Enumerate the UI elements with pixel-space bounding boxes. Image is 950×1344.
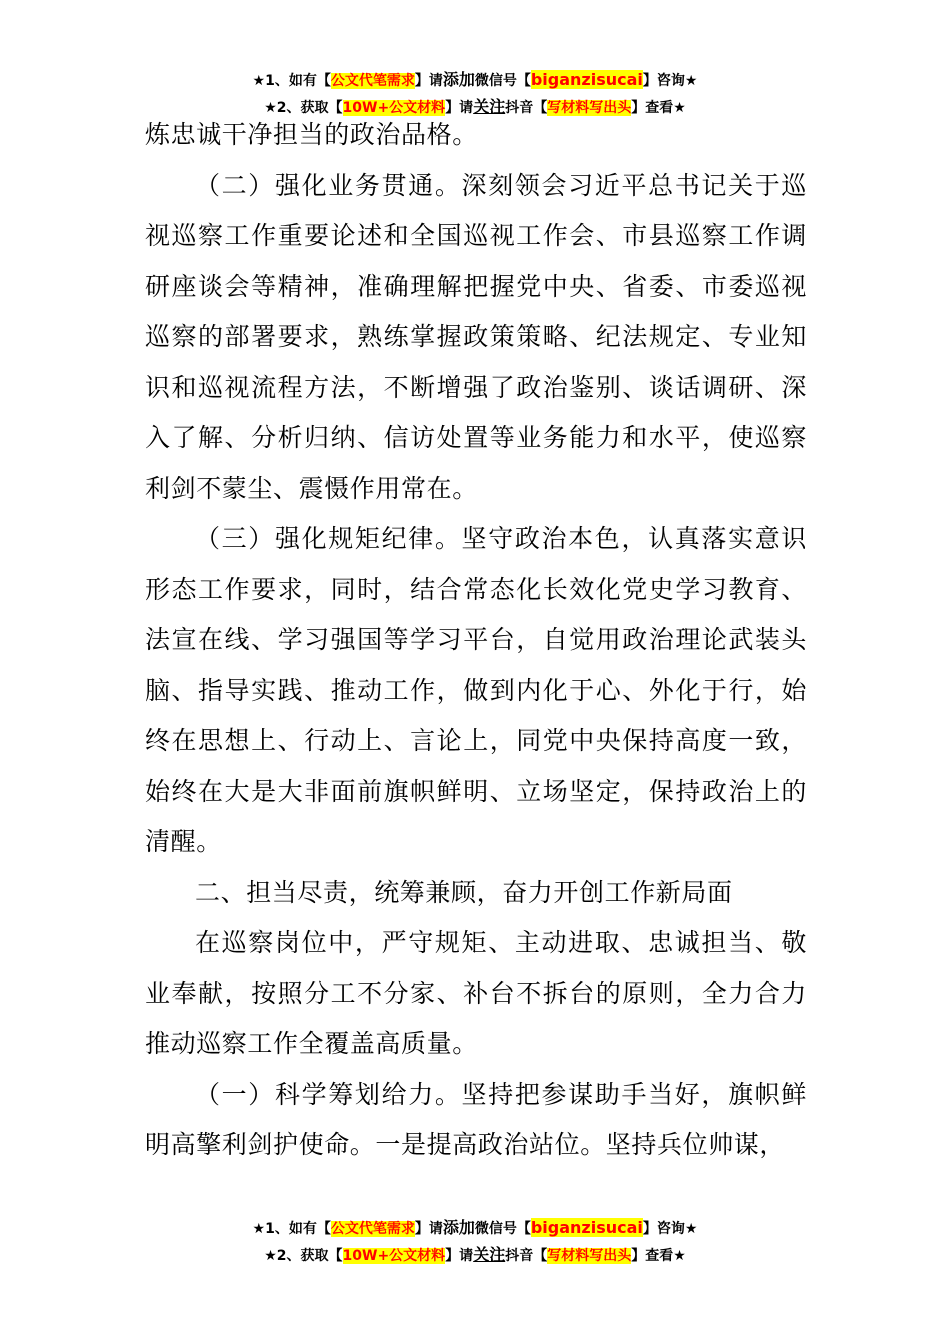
paragraph-planning: （一）科学筹划给力。坚持把参谋助手当好，旗帜鲜明高擎利剑护使命。一是提高政治站位。坚持兵位帅谋， bbox=[145, 1079, 807, 1159]
highlight-service: 公文代笔需求 bbox=[330, 73, 415, 89]
footer-banner bbox=[0, 1215, 950, 1269]
document-body bbox=[145, 110, 807, 1171]
banner-line-2: ★2、获取【10W+公文材料】请关注抖音【写材料写出头】查看★ bbox=[264, 97, 686, 116]
banner-line-1: ★1、如有【公文代笔需求】请添加微信号【biganzisucai】咨询★ bbox=[252, 70, 698, 89]
paragraph-business: （二）强化业务贯通。深刻领会习近平总书记关于巡视巡察工作重要论述和全国巡视工作会、市县巡察工作调研座谈会等精神，准确理解把握党中央、省委、市委巡视巡察的部署要求，熟练掌握政策策略、纪法规定、专业知识和巡视流程方法，不断增强了政治鉴别、谈话调研、深入了解、分析归纳、信访处置等业务能力和水平，使巡察利剑不蒙尘、震慑作用常在。 bbox=[145, 170, 807, 503]
footer-highlight-materials: 10W+公文材料 bbox=[342, 1248, 446, 1264]
footer-highlight-service: 公文代笔需求 bbox=[330, 1221, 415, 1237]
footer-line-2: ★2、获取【10W+公文材料】请关注抖音【写材料写出头】查看★ bbox=[264, 1245, 686, 1264]
section-heading: 二、担当尽责，统筹兼顾，奋力开创工作新局面 bbox=[195, 877, 733, 907]
footer-line-1: ★1、如有【公文代笔需求】请添加微信号【biganzisucai】咨询★ bbox=[252, 1218, 698, 1237]
paragraph-intro: 在巡察岗位中，严守规矩、主动进取、忠诚担当、敬业奉献，按照分工不分家、补台不拆台的原则，全力合力推动巡察工作全覆盖高质量。 bbox=[145, 928, 807, 1058]
paragraph-continuation: 炼忠诚干净担当的政治品格。 bbox=[145, 120, 478, 149]
footer-highlight-douyin: 写材料写出头 bbox=[547, 1248, 632, 1264]
highlight-douyin: 写材料写出头 bbox=[547, 100, 632, 116]
paragraph-discipline: （三）强化规矩纪律。坚守政治本色，认真落实意识形态工作要求，同时，结合常态化长效化党史学习教育、法宣在线、学习强国等学习平台，自觉用政治理论武装头脑、指导实践、推动工作，做到内化于心、外化于行，始终在思想上、行动上、言论上，同党中央保持高度一致，始终在大是大非面前旗帜鲜明、立场坚定，保持政治上的清醒。 bbox=[145, 524, 807, 856]
highlight-materials: 10W+公文材料 bbox=[342, 100, 446, 116]
footer-highlight-wechat-id: biganzisucai bbox=[530, 1218, 643, 1237]
highlight-wechat-id: biganzisucai bbox=[530, 70, 643, 89]
